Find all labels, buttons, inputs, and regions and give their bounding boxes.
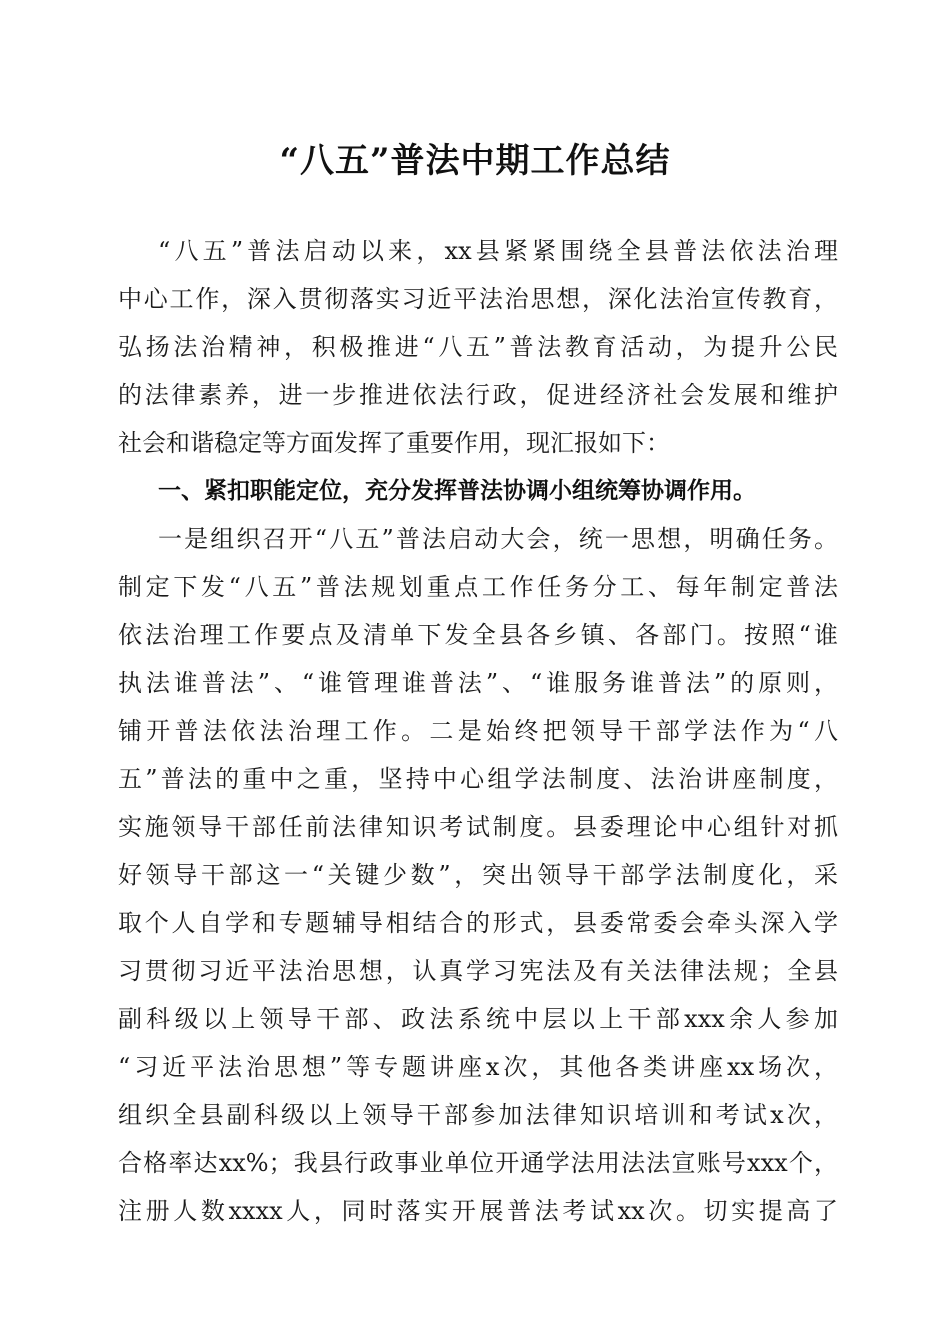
section-heading: 一、紧扣职能定位，充分发挥普法协调小组统筹协调作用。 [158, 478, 756, 504]
paragraph-line: 副科级以上领导干部、政法系统中层以上干部xxx余人参加 [118, 1005, 838, 1033]
paragraph-line: 取个人自学和专题辅导相结合的形式，县委常委会牵头深入学 [118, 909, 838, 937]
document-title: “八五”普法中期工作总结 [279, 141, 671, 181]
paragraph-line: “习近平法治思想”等专题讲座x次，其他各类讲座xx场次， [118, 1053, 838, 1081]
paragraph-line: 的法律素养，进一步推进依法行政，促进经济社会发展和维护 [118, 381, 838, 409]
paragraph-line: 习贯彻习近平法治思想，认真学习宪法及有关法律法规；全县 [118, 957, 838, 985]
paragraph-line: 弘扬法治精神，积极推进“八五”普法教育活动，为提升公民 [118, 333, 838, 361]
paragraph-line: 合格率达xx%；我县行政事业单位开通学法用法法宣账号xxx个， [118, 1149, 838, 1177]
paragraph-line: 依法治理工作要点及清单下发全县各乡镇、各部门。按照“谁 [118, 621, 838, 649]
paragraph-line: 执法谁普法”、“谁管理谁普法”、“谁服务谁普法”的原则， [118, 669, 838, 697]
paragraph-line: 组织全县副科级以上领导干部参加法律知识培训和考试x次， [118, 1101, 838, 1129]
paragraph-line: 注册人数xxxx人，同时落实开展普法考试xx次。切实提高了 [118, 1197, 838, 1225]
paragraph-line: “八五”普法启动以来，xx县紧紧围绕全县普法依法治理 [158, 237, 838, 265]
paragraph-line: 社会和谐稳定等方面发挥了重要作用，现汇报如下： [118, 429, 670, 457]
paragraph-line: 铺开普法依法治理工作。二是始终把领导干部学法作为“八 [118, 717, 838, 745]
paragraph-line: 中心工作，深入贯彻落实习近平法治思想，深化法治宣传教育， [118, 285, 838, 313]
paragraph-line: 制定下发“八五”普法规划重点工作任务分工、每年制定普法 [118, 573, 838, 601]
paragraph-line: 实施领导干部任前法律知识考试制度。县委理论中心组针对抓 [118, 813, 838, 841]
paragraph-line: 好领导干部这一“关键少数”，突出领导干部学法制度化，采 [118, 861, 838, 889]
paragraph-line: 一是组织召开“八五”普法启动大会，统一思想，明确任务。 [158, 525, 838, 553]
paragraph-line: 五”普法的重中之重，坚持中心组学法制度、法治讲座制度， [118, 765, 838, 793]
